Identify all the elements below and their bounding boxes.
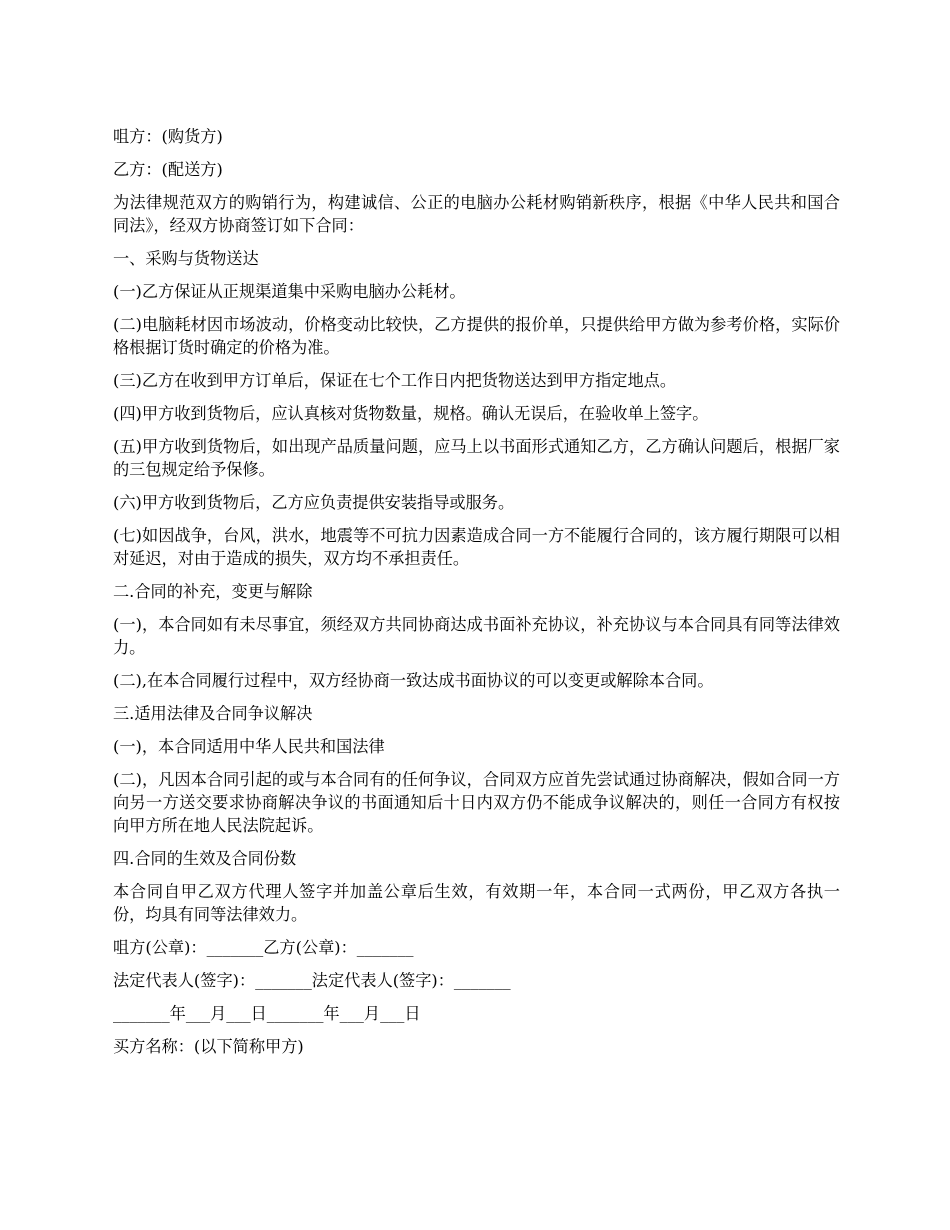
section-heading-1: 一、采购与货物送达 — [113, 249, 259, 268]
party-b-line: 乙方：(配送方) — [113, 160, 223, 179]
clause-1-2: (二)电脑耗材因市场波动，价格变动比较快，乙方提供的报价单，只提供给甲方做为参考价格，实际价格根据订货时确定的价格为准。 — [113, 315, 840, 357]
clause-1-3: (三)乙方在收到甲方订单后，保证在七个工作日内把货物送达到甲方指定地点。 — [113, 371, 677, 390]
clause-3-2: (二)，凡因本合同引起的或与本合同有的任何争议，合同双方应首先尝试通过协商解决，假如合同一方向另一方送交要求协商解决争议的书面通知后十日内双方仍不能成争议解决的，则任一合同方有权按向甲方所在地人民法院起诉。 — [113, 770, 840, 835]
section-heading-4: 四.合同的生效及合同份数 — [113, 849, 297, 868]
clause-1-1: (一)乙方保证从正规渠道集中采购电脑办公耗材。 — [113, 282, 466, 301]
party-a-line: 咀方：(购货方) — [113, 127, 223, 146]
buyer-name-line: 买方名称：(以下简称甲方) — [113, 1037, 304, 1056]
clause-2-2: (二),在本合同履行过程中，双方经协商一致达成书面协议的可以变更或解除本合同。 — [113, 671, 714, 690]
section-heading-2: 二.合同的补充，变更与解除 — [113, 582, 313, 601]
section-heading-3: 三.适用法律及合同争议解决 — [113, 704, 313, 723]
signature-line: 法定代表人(签字)：_______法定代表人(签字)：_______ — [113, 971, 511, 990]
clause-1-4: (四)甲方收到货物后，应认真核对货物数量，规格。确认无误后，在验收单上签字。 — [113, 404, 709, 423]
clause-1-5: (五)甲方收到货物后，如出现产品质量问题，应马上以书面形式通知乙方，乙方确认问题后，根据厂家的三包规定给予保修。 — [113, 437, 840, 479]
clause-1-7: (七)如因战争，台风，洪水，地震等不可抗力因素造成合同一方不能履行合同的，该方履行期限可以相对延迟，对由于造成的损失，双方均不承担责任。 — [113, 526, 840, 568]
date-line: _______年___月___日_______年___月___日 — [113, 1004, 421, 1023]
clause-2-1: (一)，本合同如有未尽事宜，须经双方共同协商达成书面补充协议，补充协议与本合同具有同等法律效力。 — [113, 615, 840, 657]
clause-3-1: (一)，本合同适用中华人民共和国法律 — [113, 737, 385, 756]
seal-line: 咀方(公章)：_______乙方(公章)：_______ — [113, 938, 414, 957]
clause-4-1: 本合同自甲乙双方代理人签字并加盖公章后生效，有效期一年，本合同一式两份，甲乙双方各执一份，均具有同等法律效力。 — [113, 882, 840, 924]
clause-1-6: (六)甲方收到货物后，乙方应负责提供安装指导或服务。 — [113, 493, 515, 512]
preamble: 为法律规范双方的购销行为，构建诚信、公正的电脑办公耗材购销新秩序，根据《中华人民共和国合同法》，经双方协商签订如下合同： — [113, 193, 840, 235]
